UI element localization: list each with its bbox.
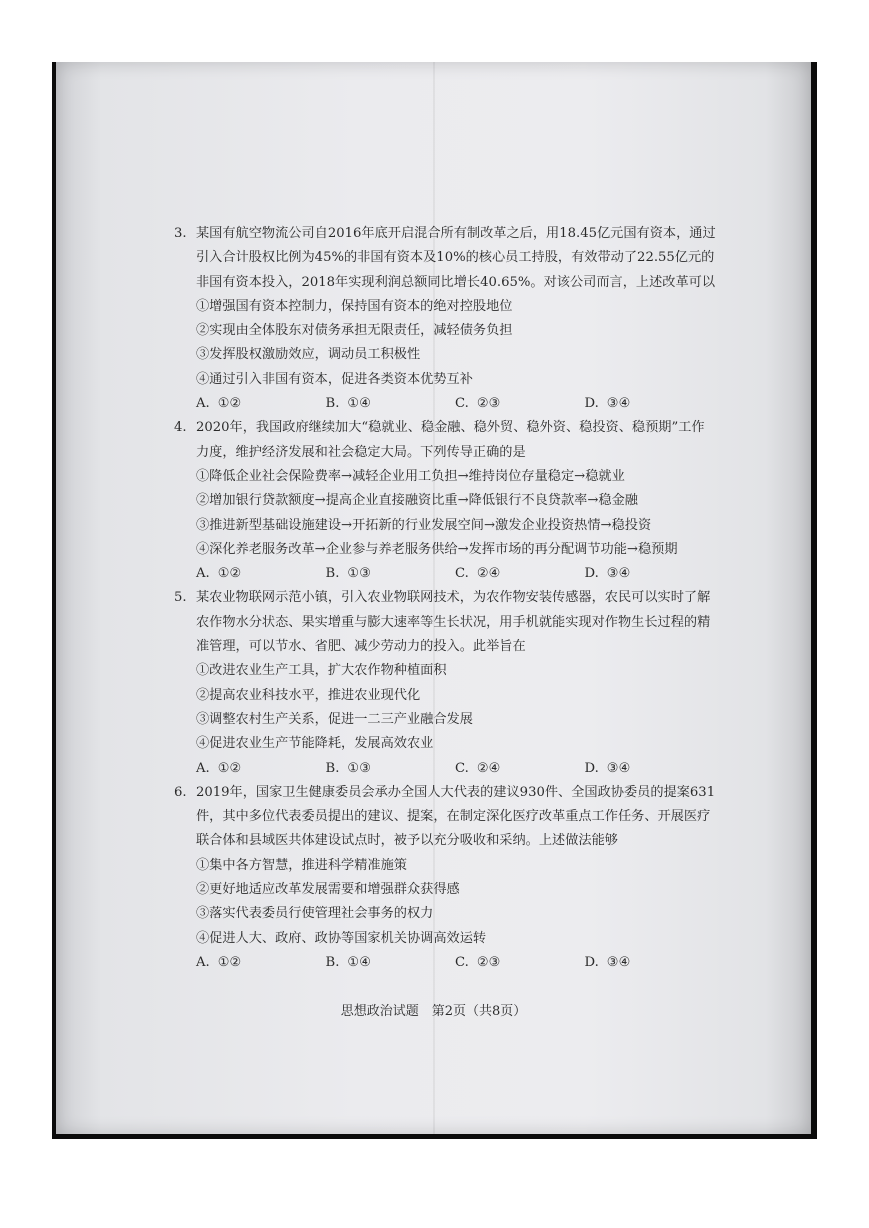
option-letter: B. [325, 954, 340, 970]
question-stem-line [174, 271, 714, 295]
stem-text: 引入合计股权比例为45%的非国有资本及10%的核心员工持股，有效带动了22.55亿元的 [196, 250, 715, 266]
option-text: ②④ [476, 566, 501, 582]
answer-options [174, 392, 714, 416]
statement-item: ③发挥股权激励效应，调动员工积极性 [196, 347, 421, 363]
option-letter: D. [584, 396, 599, 412]
option-letter: C. [455, 760, 469, 776]
answer-option[interactable] [585, 392, 715, 416]
answer-option[interactable] [455, 951, 585, 975]
option-text: ③④ [606, 566, 631, 582]
option-letter: A. [196, 566, 210, 582]
question-number: 5. [174, 590, 187, 606]
question-stem-line [174, 781, 714, 805]
question-stem-line [174, 246, 714, 270]
stem-text: 非国有资本投入，2018年实现利润总额同比增长40.65%。对该公司而言，上述改革可以 [196, 274, 716, 290]
question-6 [174, 781, 714, 975]
question-number: 3. [174, 226, 187, 241]
stem-text: 联合体和县域医共体建设试点时，被予以充分吸收和采纳。上述做法能够 [196, 833, 618, 849]
question-5 [174, 586, 714, 780]
answer-option[interactable] [326, 951, 456, 975]
answer-options [174, 951, 714, 975]
option-text: ①④ [347, 954, 372, 970]
statement-item: ④深化养老服务改革→企业参与养老服务供给→发挥市场的再分配调节功能→稳预期 [196, 541, 678, 557]
answer-option[interactable] [196, 757, 326, 781]
option-letter: D. [584, 760, 599, 776]
option-letter: A. [196, 760, 210, 776]
question-stem-line [174, 805, 714, 829]
statement-item: ①改进农业生产工具，扩大农作物种植面积 [196, 663, 447, 679]
statement-item: ③推进新型基础设施建设→开拓新的行业发展空间→激发企业投资热情→稳投资 [196, 517, 652, 533]
option-text: ①② [217, 396, 242, 412]
option-text: ①③ [347, 566, 372, 582]
statement-item: ④促进人大、政府、政协等国家机关协调高效运转 [196, 930, 487, 946]
question-number: 6. [174, 784, 187, 800]
answer-option[interactable] [585, 951, 715, 975]
statement-item: ②提高农业科技水平，推进农业现代化 [196, 687, 421, 703]
answer-option[interactable] [455, 392, 585, 416]
option-letter: C. [455, 396, 469, 412]
stem-text: 力度，维护经济发展和社会稳定大局。下列传导正确的是 [196, 444, 526, 460]
option-letter: C. [455, 566, 469, 582]
question-number: 4. [174, 420, 187, 436]
answer-option[interactable] [326, 757, 456, 781]
statement-item: ②实现由全体股东对债务承担无限责任，减轻债务负担 [196, 323, 513, 339]
question-stem-line [174, 441, 714, 465]
questions-area [174, 222, 714, 975]
answer-option[interactable] [585, 757, 715, 781]
answer-option[interactable] [585, 562, 715, 586]
statement-item: ③调整农村生产关系，促进一二三产业融合发展 [196, 711, 473, 727]
option-text: ③④ [606, 954, 631, 970]
answer-option[interactable] [196, 392, 326, 416]
question-stem-line [174, 586, 714, 610]
answer-option[interactable] [326, 562, 456, 586]
question-stem-line [174, 416, 714, 440]
option-letter: B. [325, 760, 340, 776]
answer-option[interactable] [326, 392, 456, 416]
answer-option[interactable] [196, 951, 326, 975]
statement-item: ①降低企业社会保险费率→减轻企业用工负担→维持岗位存量稳定→稳就业 [196, 468, 625, 484]
question-stem-line [174, 635, 714, 659]
answer-options [174, 757, 714, 781]
stem-text: 农作物水分状态、果实增重与膨大速率等生长状况，用手机就能实现对作物生长过程的精 [196, 614, 711, 630]
option-text: ①② [217, 954, 242, 970]
option-text: ①④ [347, 396, 372, 412]
question-stem-line [174, 611, 714, 635]
option-text: ②③ [476, 954, 501, 970]
option-text: ③④ [606, 760, 631, 776]
statement-item: ①增强国有资本控制力，保持国有资本的绝对控股地位 [196, 298, 513, 314]
option-text: ①② [217, 566, 242, 582]
option-letter: B. [325, 396, 340, 412]
option-text: ①③ [347, 760, 372, 776]
statement-item: ④促进农业生产节能降耗，发展高效农业 [196, 736, 434, 752]
answer-option[interactable] [455, 562, 585, 586]
option-letter: D. [584, 566, 599, 582]
statement-item: ④通过引入非国有资本，促进各类资本优势互补 [196, 371, 473, 387]
stem-text: 准管理，可以节水、省肥、减少劳动力的投入。此举旨在 [196, 639, 526, 655]
statement-item: ③落实代表委员行使管理社会事务的权力 [196, 906, 434, 922]
statement-item: ①集中各方智慧，推进科学精准施策 [196, 857, 407, 873]
stem-text: 2019年，国家卫生健康委员会承办全国人大代表的建议930件、全国政协委员的提案631 [196, 784, 716, 800]
page-footer: 思想政治试题 第2页（共8页） [340, 1004, 527, 1019]
option-letter: A. [196, 954, 210, 970]
option-text: ③④ [606, 396, 631, 412]
question-stem-line [174, 829, 714, 853]
option-text: ②③ [476, 396, 501, 412]
photo-frame [52, 62, 817, 1139]
option-text: ①② [217, 760, 242, 776]
option-letter: C. [455, 954, 469, 970]
option-letter: B. [325, 566, 340, 582]
stem-text: 某国有航空物流公司自2016年底开启混合所有制改革之后，用18.45亿元国有资本，通过 [196, 226, 716, 241]
statement-item: ②增加银行贷款额度→提高企业直接融资比重→降低银行不良贷款率→稳金融 [196, 493, 638, 509]
answer-option[interactable] [196, 562, 326, 586]
question-4 [174, 416, 714, 586]
answer-option[interactable] [455, 757, 585, 781]
answer-options [174, 562, 714, 586]
question-stem-line [174, 222, 714, 246]
stem-text: 2020年，我国政府继续加大“稳就业、稳金融、稳外贸、稳外资、稳投资、稳预期”工作 [196, 420, 705, 436]
statement-item: ②更好地适应改革发展需要和增强群众获得感 [196, 882, 460, 898]
stem-text: 某农业物联网示范小镇，引入农业物联网技术，为农作物安装传感器，农民可以实时了解 [196, 590, 711, 606]
option-letter: D. [584, 954, 599, 970]
option-text: ②④ [476, 760, 501, 776]
stem-text: 件，其中多位代表委员提出的建议、提案，在制定深化医疗改革重点工作任务、开展医疗 [196, 809, 711, 825]
question-3 [174, 222, 714, 416]
option-letter: A. [196, 396, 210, 412]
exam-page [56, 62, 811, 1134]
